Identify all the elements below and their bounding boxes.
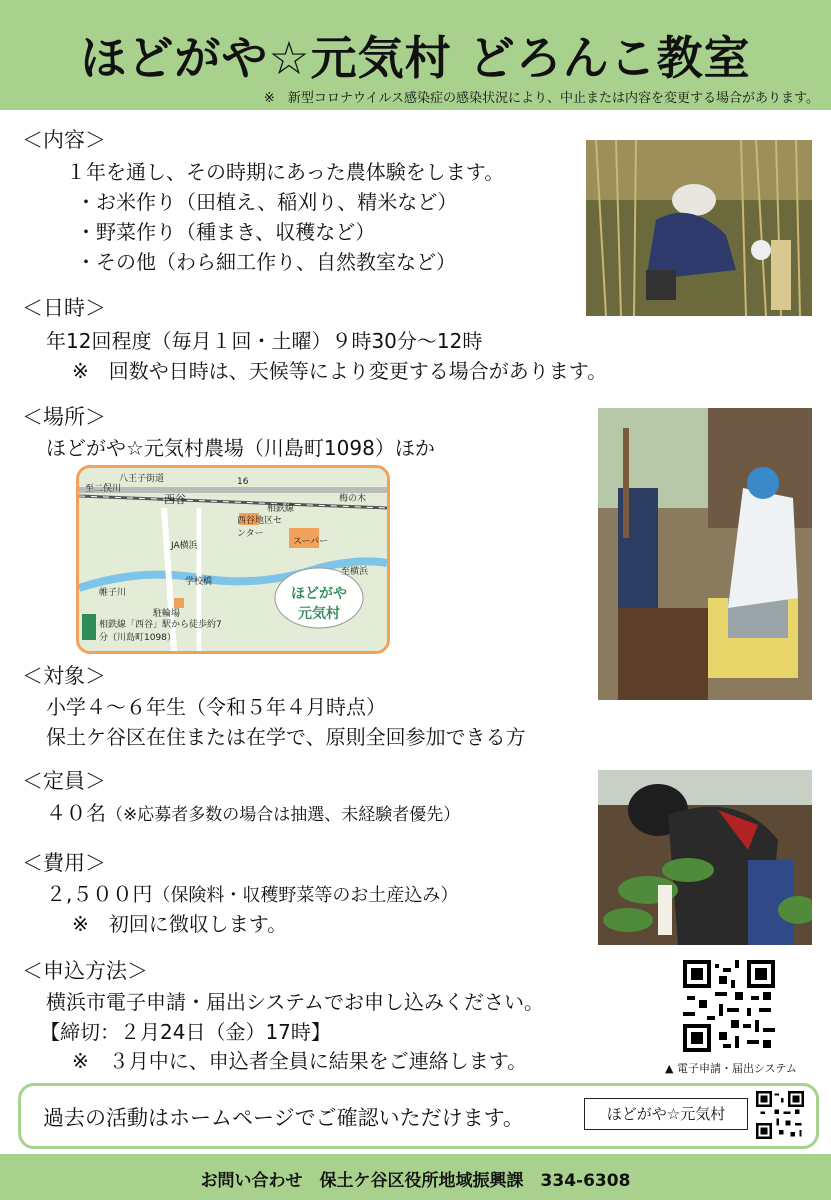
homepage-search-button[interactable]: ほどがや☆元気村 [584,1098,748,1130]
content-line-4: ・その他（わら細工作り、自然教室など） [76,250,456,274]
footer-contact [0,1154,831,1200]
map-label-sotetsu: 相鉄線 [267,504,295,514]
map-label-center: 西谷地区センター [237,516,283,539]
content-line-1: １年を通し、その時期にあった農体験をします。 [66,160,505,184]
photo-mochi-pounding [598,408,812,700]
capacity-line [46,797,460,826]
map-label-hachioji: 八王子街道 [119,474,165,484]
section-place-heading: ＜場所＞ [22,405,106,429]
content-line-3: ・野菜作り（種まき、収穫など） [76,220,376,244]
section-capacity-heading: ＜定員＞ [22,769,106,793]
datetime-line-1: 年12回程度（毎月１回・土曜）９時30分～12時 [46,329,483,353]
map-label-futamatagawa: 至二俣川 [85,484,122,494]
homepage-text: 過去の活動はホームページでご確認いただけます。 [43,1106,524,1130]
map-label-yokohama: 至横浜 [341,567,369,577]
target-line-1: 小学４～６年生（令和５年４月時点） [46,695,386,719]
map-access-note: 相鉄線「西谷」駅から徒歩約7分（川島町1098） [99,620,222,643]
section-target-heading: ＜対象＞ [22,664,106,688]
map-label-nishiya: 西谷 [164,493,186,506]
map-label-umenoki: 梅の木 [339,494,367,504]
header-banner [0,0,831,110]
map-label-route16: 16 [237,477,249,487]
map-label-gakkobashi: 学校橋 [185,577,213,587]
datetime-line-2: ※ 回数や日時は、天候等により変更する場合があります。 [72,359,608,383]
photo-vegetable-harvest [598,770,812,945]
section-cost-heading: ＜費用＞ [22,851,106,875]
apply-deadline: 【締切：２月24日（金）17時】 [40,1020,331,1044]
cost-note-inline: （保険料・収穫野菜等のお土産込み） [152,885,459,906]
apply-line-1: 横浜市電子申請・届出システムでお申し込みください。 [46,990,544,1014]
place-line: ほどがや☆元気村農場（川島町1098）ほか [46,436,435,460]
content-line-2: ・お米作り（田植え、稲刈り、精米など） [76,190,458,214]
cost-note: ※ 初回に徴収します。 [72,912,288,936]
section-apply-heading: ＜申込方法＞ [22,959,148,983]
section-content-heading: ＜内容＞ [22,128,106,152]
map-label-ja: JA横浜 [171,541,198,551]
cost-amount: ２,５００円 [46,882,153,906]
contact-text: お問い合わせ 保土ケ谷区役所地域振興課 334-6308 [200,1171,631,1191]
apply-line-3: ※ ３月中に、申込者全員に結果をご連絡します。 [72,1049,528,1073]
homepage-box [18,1083,819,1149]
page-title: ほどがや☆元気村 どろんこ教室 [80,31,751,85]
capacity-count: ４０名 [46,801,106,825]
homepage-qr-code[interactable] [756,1091,804,1139]
covid-notice: ※ 新型コロナウイルス感染症の感染状況により、中止または内容を変更する場合があります。 [263,91,819,106]
photo-rice-harvest [586,140,812,316]
apply-qr-code[interactable] [683,960,775,1052]
location-map [76,465,390,654]
target-line-2: 保土ケ谷区在住または在学で、原則全回参加できる方 [46,725,526,749]
map-label-super: スーパー [293,537,329,547]
section-datetime-heading: ＜日時＞ [22,296,106,320]
cost-line [46,878,458,907]
map-logo: ほどがや元気村 [291,586,347,622]
capacity-note: （※応募者多数の場合は抽選、未経験者優先） [106,805,461,825]
map-label-parking: 駐輪場 [153,609,181,619]
map-label-katabira: 帷子川 [99,588,127,598]
qr-caption: ▲ 電子申請・届出システム [665,1062,797,1075]
